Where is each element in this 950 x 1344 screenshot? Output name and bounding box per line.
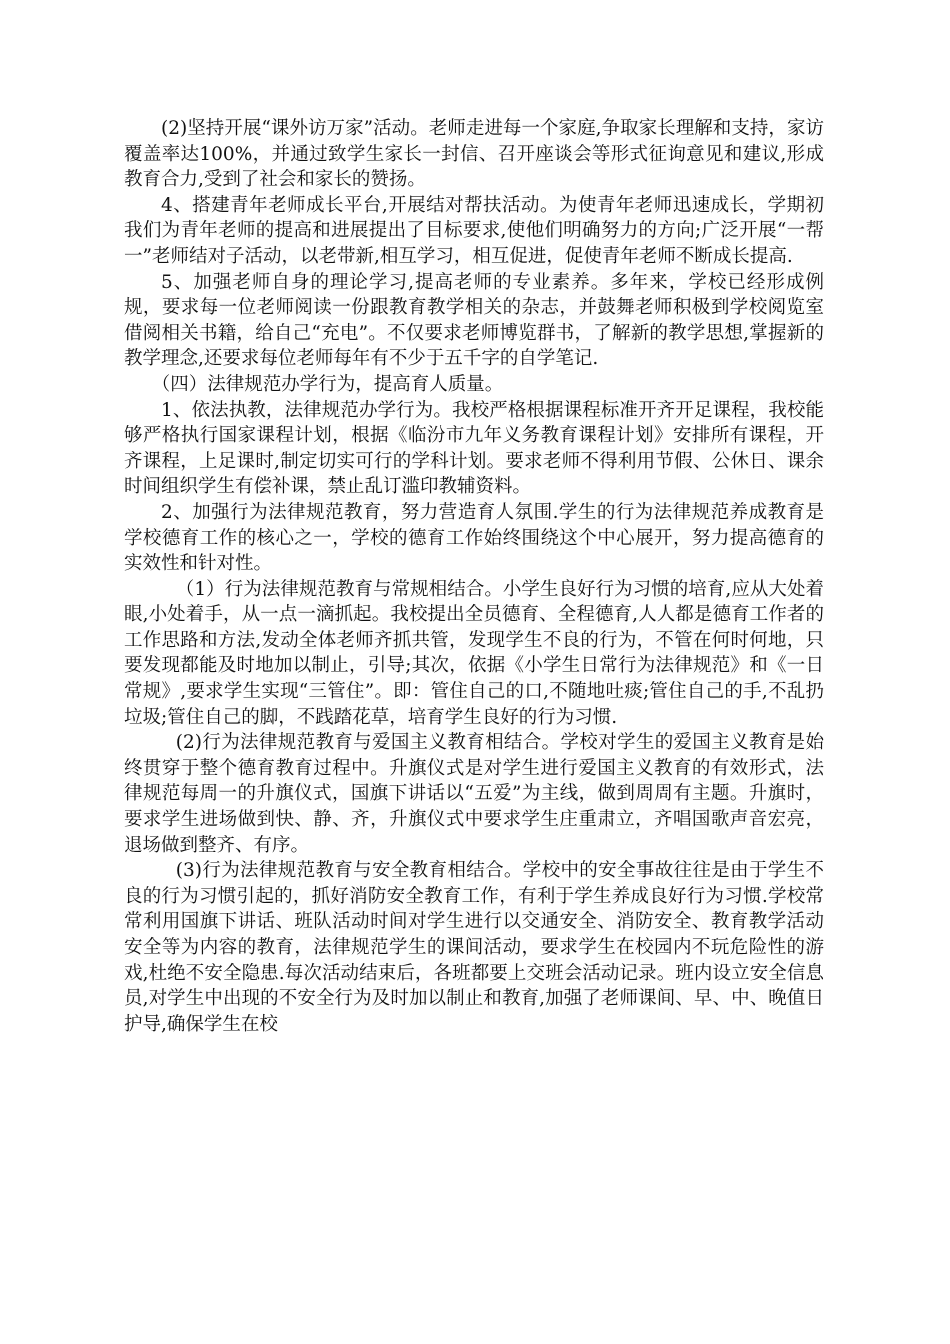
document-body bbox=[124, 116, 824, 1037]
section-heading-law-regulation: （四）法律规范办学行为，提高育人质量。 bbox=[151, 373, 504, 395]
paragraph-behavior-education: 2、加强行为法律规范教育，努力营造育人氛围.学生的行为法律规范养成教育是学校德育工作的核心之一，学校的德育工作始终围绕这个中心展开，努力提高德育的实效性和针对性。 bbox=[124, 501, 824, 575]
paragraph-young-teachers: 4、搭建青年老师成长平台,开展结对帮扶活动。为使青年老师迅速成长，学期初我们为青年老师的提高和进展提出了目标要求,使他们明确努力的方向;广泛开展“一帮一”老师结对子活动，以老带新,相互学习，相互促进，促使青年老师不断成长提高. bbox=[124, 194, 824, 267]
paragraph-patriotism-combination: (2)行为法律规范教育与爱国主义教育相结合。学校对学生的爱国主义教育是始终贯穿于整个德育教育过程中。升旗仪式是对学生进行爱国主义教育的有效形式，法律规范每周一的升旗仪式，国旗下讲话以“五爱”为主线，做到周周有主题。升旗时，要求学生进场做到快、静、齐，升旗仪式中要求学生庄重肃立，齐唱国歌声音宏亮，退场做到整齐、有序。 bbox=[124, 732, 824, 856]
paragraph-safety-combination: (3)行为法律规范教育与安全教育相结合。学校中的安全事故往往是由于学生不良的行为习惯引起的，抓好消防安全教育工作，有利于学生养成良好行为习惯.学校常常利用国旗下讲话、班队活动时间对学生进行以交通安全、消防安全、教育教学活动安全等为内容的教育，法律规范学生的课间活动，要求学生在校园内不玩危险性的游戏,杜绝不安全隐患.每次活动结束后，各班都要上交班会活动记录。班内设立安全信息员,对学生中出现的不安全行为及时加以制止和教育,加强了老师课间、早、中、晚值日护导,确保学生在校 bbox=[124, 860, 824, 1035]
paragraph-routine-combination: （1）行为法律规范教育与常规相结合。小学生良好行为习惯的培育,应从大处着眼,小处着手，从一点一滴抓起。我校提出全员德育、全程德育,人人都是德育工作者的工作思路和方法,发动全体老师齐抓共管，发现学生不良的行为，不管在何时何地，只要发现都能及时地加以制止，引导;其次，依据《小学生日常行为法律规范》和《一日常规》,要求学生实现“三管住”。即：管住自己的口,不随地吐痰;管住自己的手,不乱扔垃圾;管住自己的脚，不践踏花草，培育学生良好的行为习惯. bbox=[124, 578, 824, 728]
paragraph-home-visits: (2)坚持开展“课外访万家”活动。老师走进每一个家庭,争取家长理解和支持，家访覆盖率达100%，并通过致学生家长一封信、召开座谈会等形式征询意见和建议,形成教育合力,受到了社会和家长的赞扬。 bbox=[124, 118, 824, 191]
paragraph-teaching-by-law: 1、依法执教，法律规范办学行为。我校严格根据课程标准开齐开足课程，我校能够严格执行国家课程计划，根据《临汾市九年义务教育课程计划》安排所有课程，开齐课程，上足课时,制定切实可行的学科计划。要求老师不得利用节假、公休日、课余时间组织学生有偿补课，禁止乱订滥印教辅资料。 bbox=[124, 399, 824, 498]
paragraph-theory-study: 5、加强老师自身的理论学习,提高老师的专业素养。多年来，学校已经形成例规，要求每一位老师阅读一份跟教育教学相关的杂志，并鼓舞老师积极到学校阅览室借阅相关书籍，给自己“充电”。不仅要求老师博览群书，了解新的教学思想,掌握新的教学理念,还要求每位老师每年有不少于五千字的自学笔记. bbox=[124, 271, 824, 370]
